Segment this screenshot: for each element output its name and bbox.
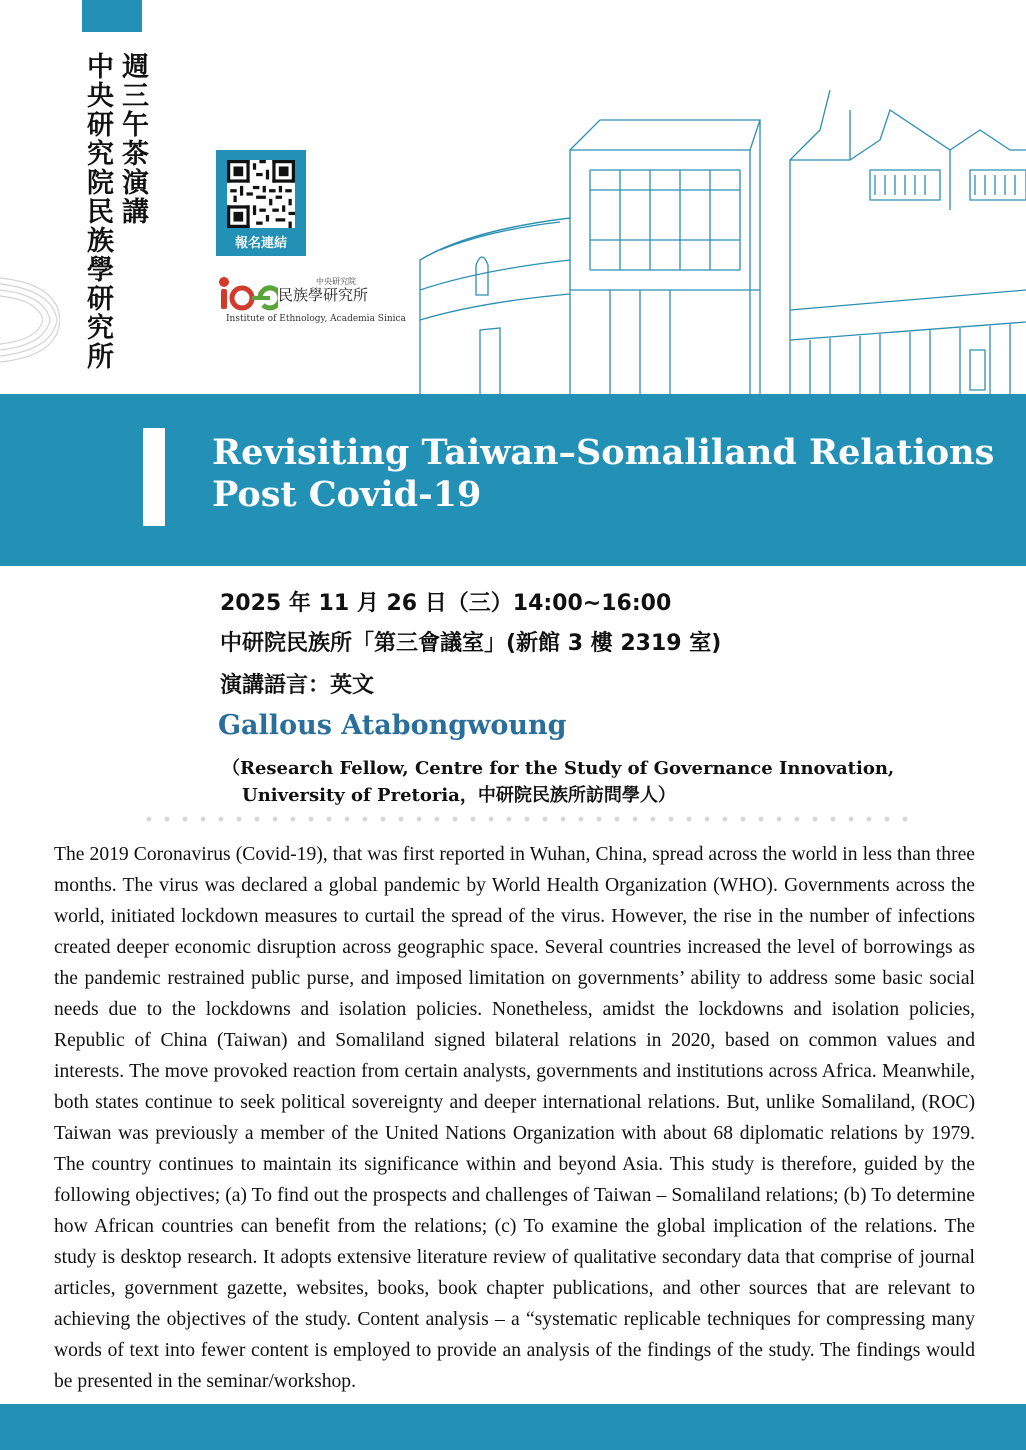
registration-qr-card[interactable] xyxy=(216,150,306,256)
divider-dot xyxy=(453,817,458,822)
title-accent-bar xyxy=(143,428,165,526)
affiliation-line1: （Research Fellow, Centre for the Study of Governance Innovation, xyxy=(222,758,895,779)
divider-dot xyxy=(435,817,440,822)
talk-title-line1: Revisiting Taiwan–Somaliland Relations xyxy=(212,432,995,473)
talk-title-line2: Post Covid-19 xyxy=(212,474,482,515)
divider-dot xyxy=(543,817,548,822)
divider-dot xyxy=(165,817,170,822)
divider-dot xyxy=(705,817,710,822)
abstract-text: The 2019 Coronavirus (Covid-19), that was first reported in Wuhan, China, spread across the world in less than three months. The virus was declared a global pandemic by World Health Organization (WHO). Governments across the world, initiated lockdown measures to curtail the spread of the virus. However, the rise in the number of infections created deeper economic disruption across geographic space. Several countries increased the level of borrowings as the pandemic restrained public purse, and imposed limitation on governments’ ability to address some basic social needs due to the lockdowns and isolation policies. Nonetheless, amidst the lockdowns and isolation policies, Republic of China (Taiwan) and Somaliland signed bilateral relations in 2020, based on common values and interests. The move provoked reaction from certain analysts, governments and institutions across Africa. Meanwhile, both states continue to seek political sovereignty and deeper international relations. But, unlike Somaliland, (ROC) Taiwan was previously a member of the United Nations Organization with about 68 diplomatic relations by 1979. The country continues to maintain its significance within and beyond Asia. This study is therefore, guided by the following objectives; (a) To find out the prospects and challenges of Taiwan – Somaliland relations; (b) To determine how African countries can benefit from the relations; (c) To examine the global implication of the relations. The study is desktop research. It adopts extensive literature review of qualitative secondary data that comprise of journal articles, government gazette, websites, books, book chapter publications, and other sources that are relevant to achieving the objectives of the study. Content analysis – a “systematic replicable techniques for compressing many words of text into fewer content is employed to provide an analysis of the findings of the study. The findings would be presented in the seminar/workshop. xyxy=(54,844,975,1392)
divider-dot xyxy=(831,817,836,822)
divider-dot xyxy=(273,817,278,822)
divider-dot xyxy=(255,817,260,822)
affiliation-line2: University of Pretoria，中研院民族所訪問學人） xyxy=(242,785,676,806)
divider-dot xyxy=(471,817,476,822)
divider-dot xyxy=(363,817,368,822)
divider-dot xyxy=(669,817,674,822)
divider-dot xyxy=(651,817,656,822)
divider-dot xyxy=(759,817,764,822)
divider-dot xyxy=(687,817,692,822)
divider-dot xyxy=(723,817,728,822)
divider-dot xyxy=(489,817,494,822)
divider-dot xyxy=(291,817,296,822)
divider-dot xyxy=(597,817,602,822)
divider-dot xyxy=(399,817,404,822)
divider-dot xyxy=(183,817,188,822)
divider-dot xyxy=(741,817,746,822)
ioe-logo-icon xyxy=(216,276,278,316)
divider-dot xyxy=(201,817,206,822)
divider-dot xyxy=(327,817,332,822)
dotted-divider xyxy=(145,814,915,824)
qr-label: 報名連結 xyxy=(234,236,287,251)
bottom-accent-bar xyxy=(0,1404,1026,1450)
divider-dot xyxy=(219,817,224,822)
institute-name-vertical: 中央研究院民族學研究所 xyxy=(82,52,113,371)
speaker-affiliation xyxy=(222,755,942,809)
divider-dot xyxy=(849,817,854,822)
divider-dot xyxy=(615,817,620,822)
divider-dot xyxy=(525,817,530,822)
divider-dot xyxy=(867,817,872,822)
logo-parent-org: 中央研究院 xyxy=(316,277,356,286)
divider-dot xyxy=(507,817,512,822)
event-language: 演講語言：英文 xyxy=(220,673,375,698)
divider-dot xyxy=(813,817,818,822)
divider-dot xyxy=(381,817,386,822)
event-datetime: 2025 年 11 月 26 日（三）14:00~16:00 xyxy=(220,591,672,616)
divider-dot xyxy=(777,817,782,822)
decorative-arcs xyxy=(0,250,60,390)
event-venue: 中研院民族所「第三會議室」(新館 3 樓 2319 室) xyxy=(220,631,722,656)
divider-dot xyxy=(795,817,800,822)
divider-dot xyxy=(147,817,152,822)
institute-logo xyxy=(216,276,406,326)
series-title-vertical: 週三午茶演講 xyxy=(117,52,148,226)
divider-dot xyxy=(561,817,566,822)
title-banner xyxy=(0,394,1026,566)
logo-english-name: Institute of Ethnology, Academia Sinica xyxy=(226,314,406,324)
divider-dot xyxy=(417,817,422,822)
divider-dot xyxy=(633,817,638,822)
building-line-illustration xyxy=(410,90,1026,394)
divider-dot xyxy=(345,817,350,822)
logo-institute-name: 民族學研究所 xyxy=(278,286,369,304)
divider-dot xyxy=(309,817,314,822)
speaker-name: Gallous Atabongwoung xyxy=(218,710,567,741)
divider-dot xyxy=(903,817,908,822)
divider-dot xyxy=(237,817,242,822)
divider-dot xyxy=(885,817,890,822)
talk-title xyxy=(212,432,1002,516)
top-accent-bar xyxy=(82,0,142,32)
divider-dot xyxy=(579,817,584,822)
qr-code[interactable] xyxy=(227,160,295,228)
